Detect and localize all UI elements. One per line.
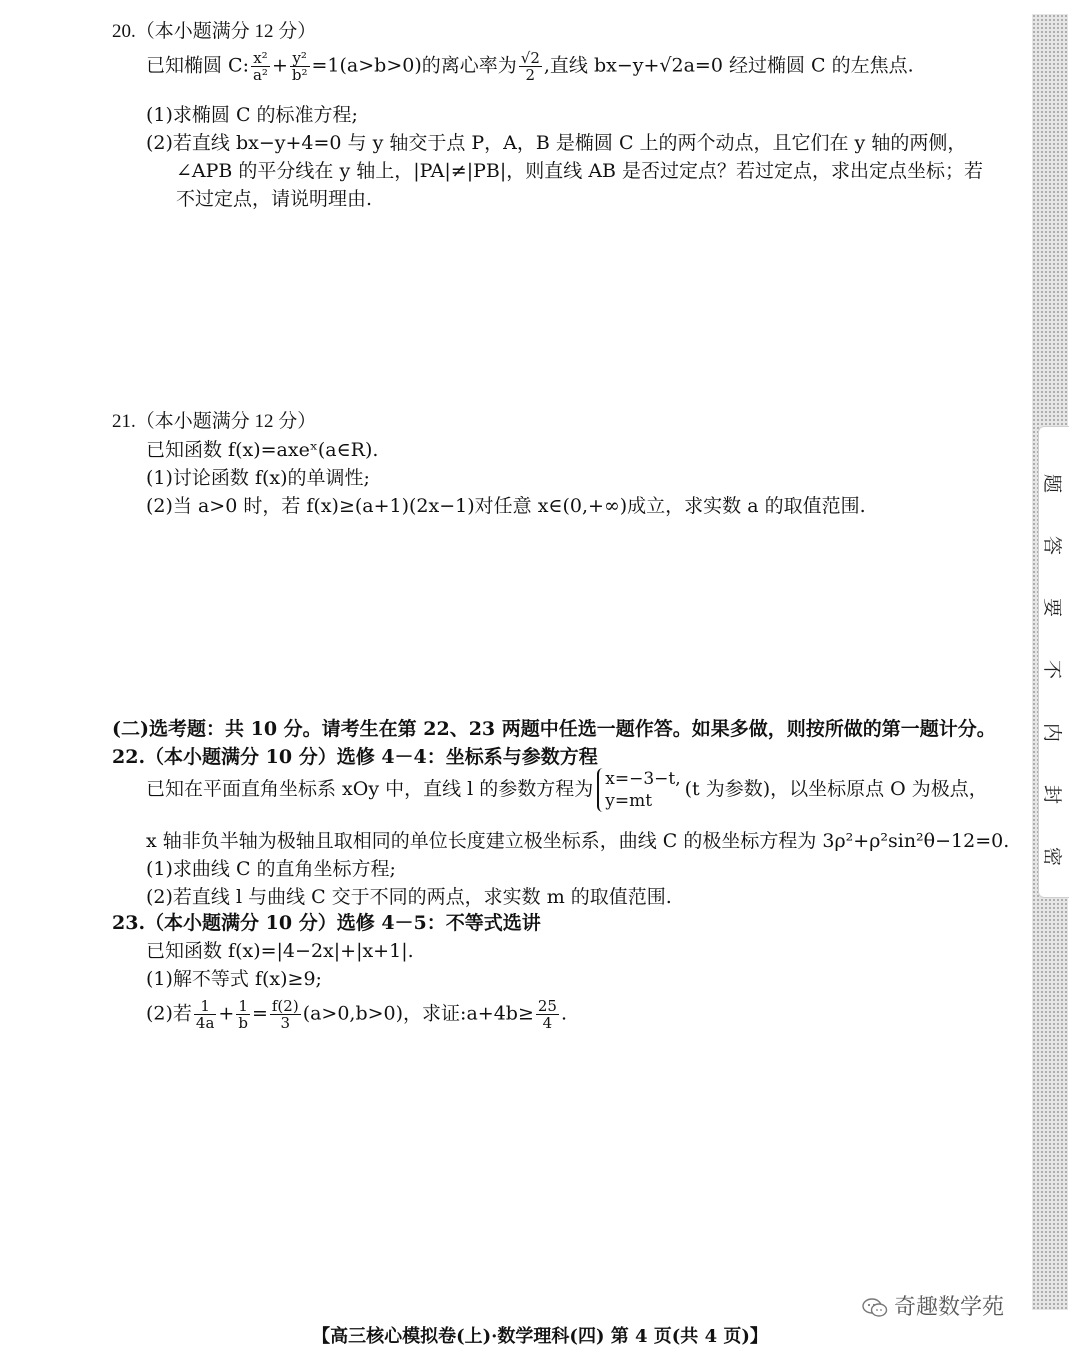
q21-header: 21.（本小题满分 12 分） bbox=[112, 411, 317, 432]
q23-p2-a: (2)若 bbox=[146, 1002, 192, 1025]
side-char: 要 bbox=[1041, 598, 1064, 618]
q20-frac-sqrt2-2: $\frac{√2}{2}$ bbox=[520, 49, 540, 84]
q20-stem-c: ,直线 bx−y+√2a=0 经过椭圆 C 的左焦点. bbox=[543, 54, 914, 77]
q21-part2: (2)当 a>0 时，若 f(x)≥(a+1)(2x−1)对任意 x∈(0,+∞)成立，求实数 a 的取值范围. bbox=[146, 495, 866, 517]
q23-frac-f2-3: $\frac{f(2)}{3}$ bbox=[271, 997, 299, 1032]
q23-frac-1-b: $\frac{1}{b}$ bbox=[238, 997, 248, 1032]
q22-stem-a: 已知在平面直角坐标系 xOy 中，直线 l 的参数方程为 bbox=[146, 778, 594, 800]
q20-header: 20.（本小题满分 12 分） bbox=[112, 21, 317, 42]
q20-part1: (1)求椭圆 C 的标准方程; bbox=[146, 104, 358, 126]
q22-stem-line1 bbox=[146, 768, 988, 812]
side-char: 封 bbox=[1041, 784, 1064, 804]
q23-part1: (1)解不等式 f(x)≥9; bbox=[146, 968, 322, 990]
q21-stem: 已知函数 f(x)=axeˣ(a∈R). bbox=[146, 439, 379, 461]
q23-frac-25-4: $\frac{25}{4}$ bbox=[537, 997, 557, 1032]
q23-plus: + bbox=[218, 1002, 235, 1025]
q23-frac-1-4a: $\frac{1}{4a}$ bbox=[195, 997, 215, 1032]
q22-part1: (1)求曲线 C 的直角坐标方程; bbox=[146, 858, 396, 880]
q20-plus: + bbox=[271, 54, 288, 77]
q22-stem-b: (t 为参数)，以坐标原点 O 为极点， bbox=[684, 778, 988, 800]
q23-p2-b: (a>0,b>0)，求证:a+4b≥ bbox=[302, 1002, 534, 1025]
binding-notice bbox=[1040, 470, 1068, 870]
q20-frac-x2-a2: $\frac{\text{x²}}{\text{a²}}$ bbox=[252, 49, 268, 84]
watermark-text: 奇趣数学苑 bbox=[894, 1295, 1005, 1320]
q23-part2 bbox=[146, 998, 567, 1031]
q20-part2-line1: (2)若直线 bx−y+4=0 与 y 轴交于点 P，A，B 是椭圆 C 上的两个动点，且它们在 y 轴的两侧， bbox=[146, 132, 967, 154]
q20-stem-b: =1(a>b>0)的离心率为 bbox=[311, 54, 517, 77]
q23-eq: = bbox=[251, 1002, 268, 1025]
q21-part1: (1)讨论函数 f(x)的单调性; bbox=[146, 467, 370, 489]
side-char: 题 bbox=[1041, 473, 1064, 494]
q20-part2-line2: ∠APB 的平分线在 y 轴上，|PA|≠|PB|，则直线 AB 是否过定点？若过定点，求出定点坐标；若 bbox=[176, 160, 984, 182]
section-elective-heading: (二)选考题：共 10 分。请考生在第 22、23 两题中任选一题作答。如果多做，则按所做的第一题计分。 bbox=[112, 718, 996, 740]
q20-part2-line3: 不过定点，请说明理由. bbox=[176, 188, 373, 210]
page-footer: 【高三核心模拟卷(上)·数学理科(四) 第 4 页(共 4 页)】 bbox=[312, 1326, 768, 1347]
side-char: 内 bbox=[1041, 722, 1064, 742]
q22-stem-line2: x 轴非负半轴为极轴且取相同的单位长度建立极坐标系，曲线 C 的极坐标方程为 3ρ²+ρ²sin²θ−12=0. bbox=[146, 830, 1010, 852]
side-char: 不 bbox=[1041, 660, 1064, 680]
side-char: 密 bbox=[1041, 846, 1064, 866]
q23-p2-c: . bbox=[560, 1002, 568, 1025]
q23-stem: 已知函数 f(x)=|4−2x|+|x+1|. bbox=[146, 940, 414, 962]
wechat-icon bbox=[862, 1298, 888, 1318]
side-char: 答 bbox=[1041, 536, 1064, 556]
q22-part2: (2)若直线 l 与曲线 C 交于不同的两点，求实数 m 的取值范围. bbox=[146, 886, 672, 908]
q23-header: 23.（本小题满分 10 分）选修 4－5：不等式选讲 bbox=[112, 912, 541, 934]
watermark bbox=[862, 1290, 1004, 1321]
q22-header: 22.（本小题满分 10 分）选修 4－4：坐标系与参数方程 bbox=[112, 746, 598, 768]
q20-stem-a: 已知椭圆 C: bbox=[146, 54, 249, 77]
q20-stem bbox=[146, 50, 914, 83]
q20-frac-y2-b2: $\frac{\text{y²}}{\text{b²}}$ bbox=[291, 49, 308, 84]
q22-param-system: x=−3−t, y=mt bbox=[597, 768, 680, 812]
